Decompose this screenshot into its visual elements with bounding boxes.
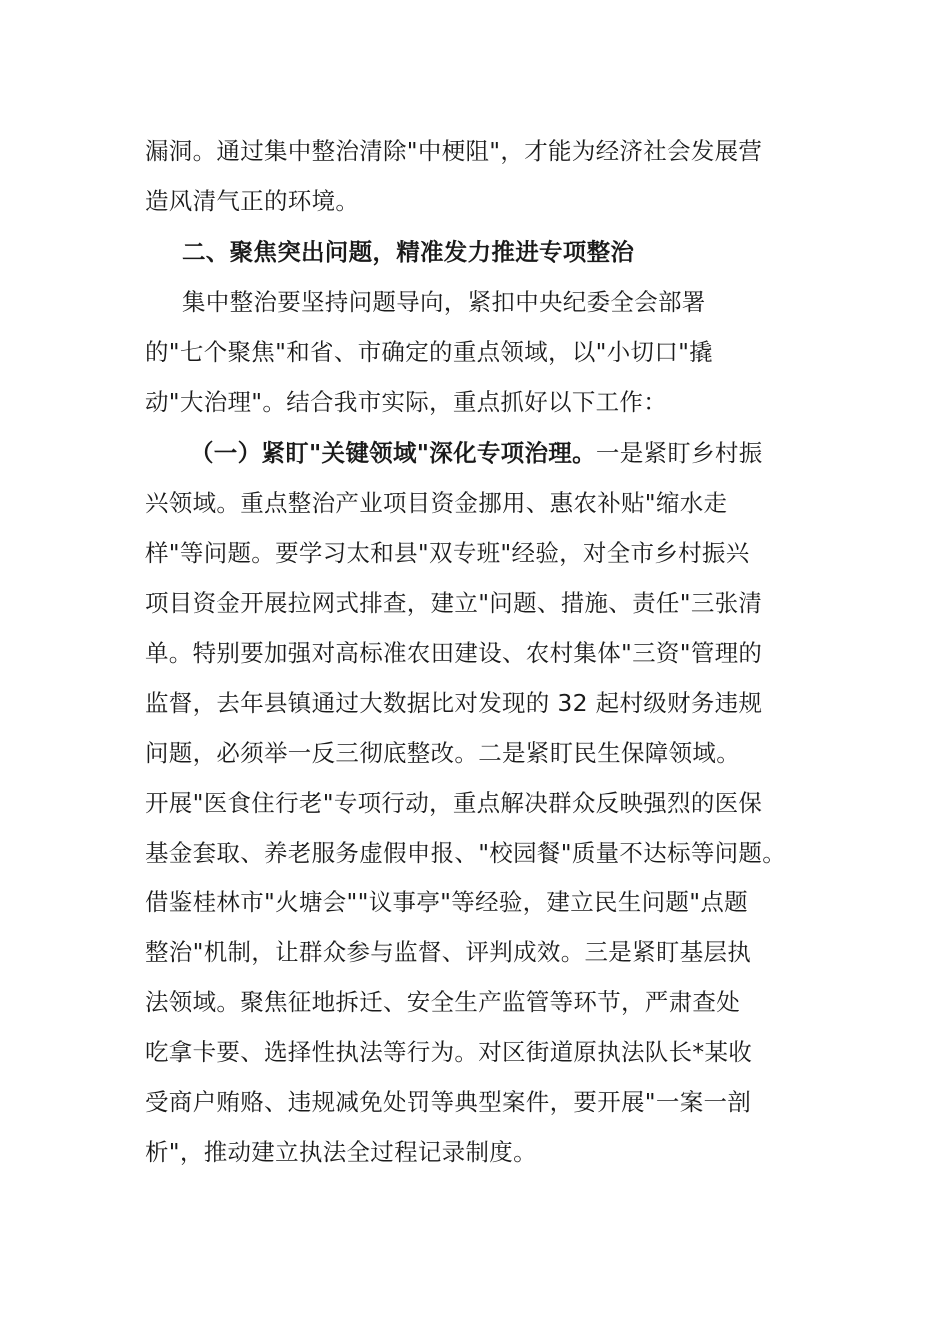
body-text-line: 的"七个聚焦"和省、市确定的重点领域，以"小切口"撬: [145, 338, 714, 366]
body-text-line: 集中整治要坚持问题导向，紧扣中央纪委全会部署: [182, 288, 706, 316]
body-text-line: 开展"医食住行老"专项行动，重点解决群众反映强烈的医保: [145, 789, 763, 817]
subsection-heading: （一）紧盯"关键领域"深化专项治理。: [190, 439, 596, 467]
body-text-line: 整治"机制，让群众参与监督、评判成效。三是紧盯基层执: [145, 938, 752, 966]
body-text-line: 动"大治理"。结合我市实际，重点抓好以下工作：: [145, 388, 668, 416]
section-heading: 二、聚焦突出问题，精准发力推进专项整治: [182, 238, 635, 266]
body-text-line: 吃拿卡要、选择性执法等行为。对区街道原执法队长*某收: [145, 1038, 753, 1066]
body-text-line: 法领域。聚焦征地拆迁、安全生产监管等环节，严肃查处: [145, 988, 740, 1016]
body-text-line: 单。特别要加强对高标准农田建设、农村集体"三资"管理的: [145, 639, 763, 667]
body-text-line: 造风清气正的环境。: [145, 187, 360, 215]
body-text-inline: 一是紧盯乡村振: [595, 439, 763, 467]
body-text-line: 借鉴桂林市"火塘会""议事亭"等经验，建立民生问题"点题: [145, 888, 748, 916]
body-text-line: 监督，去年县镇通过大数据比对发现的 32 起村级财务违规: [145, 689, 763, 717]
body-text-line: 项目资金开展拉网式排查，建立"问题、措施、责任"三张清: [145, 589, 763, 617]
body-text-line: 漏洞。通过集中整治清除"中梗阻"，才能为经济社会发展营: [145, 137, 763, 165]
subsection-line: [190, 438, 763, 468]
body-text-line: 受商户贿赂、违规减免处罚等典型案件，要开展"一案一剖: [145, 1088, 752, 1116]
body-text-line: 问题，必须举一反三彻底整改。二是紧盯民生保障领域。: [145, 739, 740, 767]
body-text-line: 析"，推动建立执法全过程记录制度。: [145, 1138, 537, 1166]
body-text-line: 兴领域。重点整治产业项目资金挪用、惠农补贴"缩水走: [145, 489, 728, 517]
body-text-line: 基金套取、养老服务虚假申报、"校园餐"质量不达标等问题。: [145, 839, 787, 867]
body-text-line: 样"等问题。要学习太和县"双专班"经验，对全市乡村振兴: [145, 539, 750, 567]
